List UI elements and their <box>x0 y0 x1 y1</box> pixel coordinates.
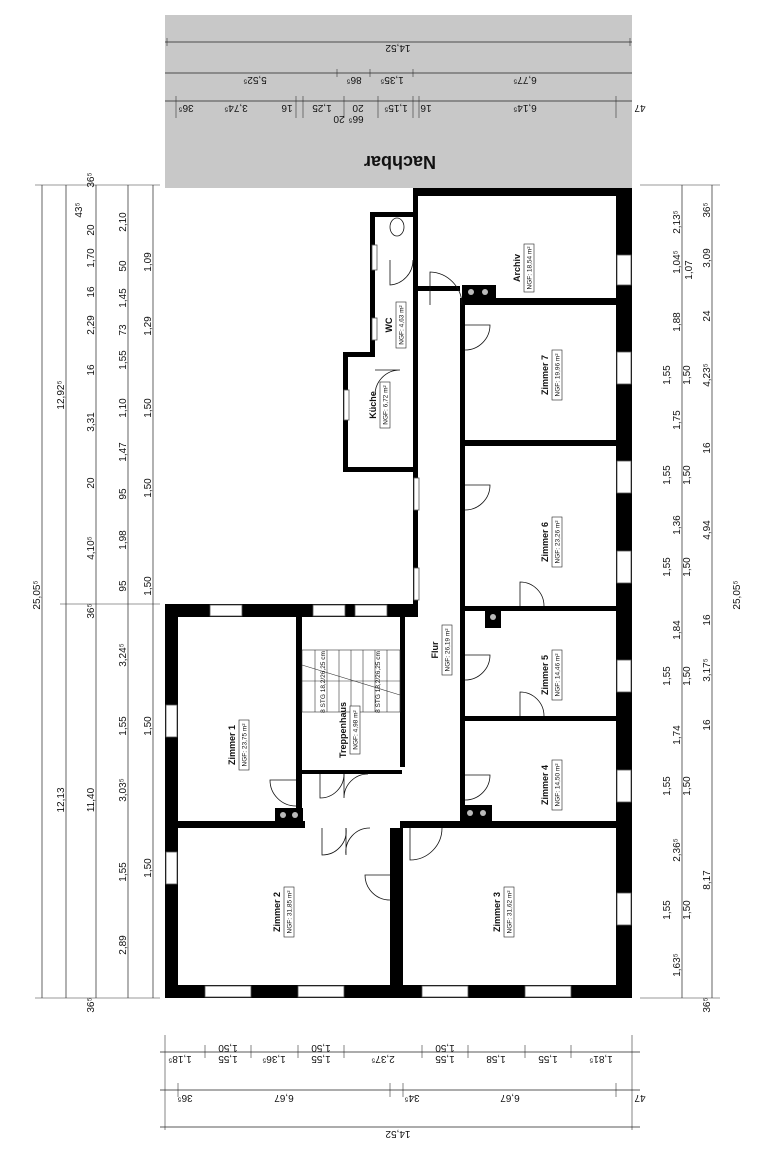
room-zimmer4-area: NGF: 14,50 m² <box>554 763 562 807</box>
room-treppe-name: Treppenhaus <box>338 701 348 759</box>
dim-left-col3-10: 3,03⁵ <box>118 778 129 802</box>
dim-left-col3-5: 20 <box>86 477 97 489</box>
room-zimmer6-name: Zimmer 6 <box>540 521 550 563</box>
dim-top-row3-10: 47 <box>634 102 646 113</box>
dim-bottom-row1-0: 1,18⁵ <box>168 1053 192 1064</box>
dim-top-row3-4: 20 <box>333 113 345 124</box>
room-zimmer6 <box>540 517 562 567</box>
dim-left-col3-6: 4,10⁵ <box>86 536 97 560</box>
dim-right-col2-1: 1,04⁵ <box>672 250 683 274</box>
neighbor-label: Nachbar <box>363 152 437 172</box>
dim-left-col3-1: 43⁵ <box>74 202 85 218</box>
dim-top-row2-0: 5,52⁵ <box>243 74 267 85</box>
room-archiv <box>512 244 534 292</box>
dim-right-col1-2: 24 <box>702 310 713 322</box>
room-treppe-area: NGF: 4,98 m² <box>352 710 360 750</box>
dim-top-row3-8: 16 <box>420 102 432 113</box>
dim-left-col5-6: 95 <box>118 488 129 500</box>
dim-right-col2-19: 1,55 <box>662 900 673 920</box>
stair-label-2-text: 8 STG 18,2/26,25 cm <box>375 651 382 713</box>
dim-left-col4-3: 2,29 <box>86 315 97 335</box>
dim-right-col1-9: 8,17 <box>702 870 713 890</box>
dim-top-row3-9: 6,14⁵ <box>513 102 537 113</box>
dim-right-outer: 25,05⁵ <box>732 580 743 610</box>
dim-top-row2-3: 6,77⁵ <box>513 74 537 85</box>
room-zimmer6-area: NGF: 23,26 m² <box>554 520 562 564</box>
dim-top-row3-3: 1,25 <box>312 102 332 113</box>
room-wc-area: NGF: 4,63 m² <box>398 305 406 345</box>
dim-left-col3-3: 16 <box>86 286 97 298</box>
dim-left-col5-3: 1,29 <box>143 316 154 336</box>
dim-left-outer: 25,05⁵ <box>32 580 43 610</box>
room-zimmer5-area: NGF: 14,46 m² <box>554 653 562 697</box>
dim-bottom-row1-6: 2,37⁵ <box>371 1053 395 1064</box>
room-zimmer1-name: Zimmer 1 <box>227 724 237 766</box>
room-zimmer3 <box>492 887 514 937</box>
stair-label-1 <box>320 651 327 713</box>
dim-right-col2-20: 1,50 <box>682 900 693 920</box>
dim-left-col4-9: 1,55 <box>118 716 129 736</box>
dim-left-col4-4: 1,55 <box>118 350 129 370</box>
dim-left-col4-7: 1,98 <box>118 530 129 550</box>
room-wc <box>384 302 406 348</box>
dim-right-col2-21: 1,63⁵ <box>672 953 683 977</box>
dim-top-row2-2: 1,35⁵ <box>380 74 404 85</box>
dim-left-col4-10: 1,55 <box>118 862 129 882</box>
dim-left-col5-9: 1,50 <box>143 716 154 736</box>
dim-bottom-row2-1: 6,67 <box>274 1092 294 1103</box>
dim-left-col3-8: 3,24⁵ <box>118 643 129 667</box>
dim-left-col3-11: 36⁵ <box>86 997 97 1013</box>
dim-top-row3-1: 3,74⁵ <box>224 102 248 113</box>
dim-right-col1-4: 16 <box>702 442 713 454</box>
dim-bottom-row1-2: 1,50 <box>218 1042 238 1053</box>
dim-bottom-row1-9: 1,58 <box>486 1053 506 1064</box>
dim-right-col2-18: 2,36⁵ <box>672 838 683 862</box>
dim-right-col1-5: 4,94 <box>702 520 713 540</box>
dim-right-col2-2: 1,07 <box>684 260 695 280</box>
dim-right-col2-8: 1,50 <box>682 465 693 485</box>
dims-left <box>32 172 160 1012</box>
dim-top-row3-5: 66⁵ <box>348 113 364 124</box>
dim-left-col5-10: 1,50 <box>143 858 154 878</box>
room-zimmer4-name: Zimmer 4 <box>540 764 550 806</box>
dim-bottom-row2-0: 36⁵ <box>177 1092 193 1103</box>
doors <box>270 218 544 900</box>
stair-label-1-text: 8 STG 18,2/26,25 cm <box>320 651 327 713</box>
dim-bottom-row1-7: 1,50 <box>435 1042 455 1053</box>
dim-left-col5-7: 1,50 <box>143 478 154 498</box>
dim-left-col5-5: 1,50 <box>143 398 154 418</box>
dim-bottom-total: 14,52 <box>385 1128 411 1139</box>
room-zimmer3-name: Zimmer 3 <box>492 891 502 933</box>
dims-bottom <box>160 1035 646 1139</box>
dim-right-col1-1: 3,09 <box>702 248 713 268</box>
room-kueche-name: Küche <box>368 391 378 419</box>
room-archiv-area: NGF: 18,54 m² <box>526 246 534 290</box>
dim-bottom-row1-11: 1,81⁵ <box>589 1053 613 1064</box>
dim-top-row3-7: 1,15⁵ <box>384 102 408 113</box>
room-zimmer4 <box>540 760 562 810</box>
dim-right-col1-7: 3,17⁵ <box>702 658 713 682</box>
dim-right-col2-14: 1,50 <box>682 666 693 686</box>
dim-left-col5-1: 1,09 <box>143 252 154 272</box>
dim-right-col2-9: 1,36 <box>672 515 683 535</box>
dim-right-col1-10: 36⁵ <box>702 997 713 1013</box>
room-zimmer3-area: NGF: 31,62 m² <box>506 890 514 934</box>
dim-right-col2-11: 1,50 <box>682 557 693 577</box>
room-kueche-area: NGF: 6,72 m² <box>382 385 390 425</box>
room-zimmer7-area: NGF: 19,96 m² <box>554 353 562 397</box>
dim-bottom-row2-2: 34⁵ <box>404 1092 420 1103</box>
dim-right-col1-6: 16 <box>702 614 713 626</box>
room-flur-name: Flur <box>430 641 440 659</box>
dim-right-col1-3: 4,23⁵ <box>702 363 713 387</box>
dim-top-total: 14,52 <box>385 42 411 53</box>
dim-right-col2-4: 1,55 <box>662 365 673 385</box>
dim-left-col3-4: 16 <box>86 364 97 376</box>
room-zimmer5 <box>540 650 562 700</box>
dim-top-row2-1: 86⁵ <box>346 74 362 85</box>
dim-left-col3-2: 20 <box>86 224 97 236</box>
room-zimmer2-area: NGF: 31,85 m² <box>286 890 294 934</box>
dim-right-col2-5: 1,50 <box>682 365 693 385</box>
dim-bottom-row1-10: 1,55 <box>538 1053 558 1064</box>
dim-left-col5-0: 50 <box>118 260 129 272</box>
dim-top-row3-2: 16 <box>281 102 293 113</box>
stairs <box>302 650 400 712</box>
dim-left-col5-8: 1,50 <box>143 576 154 596</box>
dim-right-col2-15: 1,74 <box>672 725 683 745</box>
dim-right-col2-6: 1,75 <box>672 410 683 430</box>
stair-label-2 <box>375 651 382 713</box>
room-wc-name: WC <box>384 317 394 333</box>
dim-bottom-row1-3: 1,36⁵ <box>262 1053 286 1064</box>
dim-top-row3-0: 36⁵ <box>178 102 194 113</box>
dim-left-col4-0: 2,10 <box>118 212 129 232</box>
dim-left-col5-4: 1,10 <box>118 398 129 418</box>
dim-right-col2-0: 2,13⁵ <box>672 210 683 234</box>
dim-right-col2-7: 1,55 <box>662 465 673 485</box>
room-flur-area: NGF: 26,19 m² <box>444 628 452 672</box>
room-zimmer5-name: Zimmer 5 <box>540 654 550 696</box>
dim-right-col2-3: 1,88 <box>672 312 683 332</box>
dim-top-row3-6: 20 <box>352 102 364 113</box>
room-zimmer1-area: NGF: 23,75 m² <box>241 723 249 767</box>
dim-left-col4-2: 1,45 <box>118 288 129 308</box>
dim-right-col2-17: 1,50 <box>682 776 693 796</box>
dim-left-mid-1: 12,13 <box>56 787 67 813</box>
dim-bottom-row1-4: 1,55 <box>311 1053 331 1064</box>
dim-bottom-row1-1: 1,55 <box>218 1053 238 1064</box>
dim-bottom-row2-4: 47 <box>634 1092 646 1103</box>
room-flur <box>430 625 452 675</box>
dim-left-col4-1: 1,70 <box>86 248 97 268</box>
dim-left-col4-11: 2,89 <box>118 935 129 955</box>
room-archiv-name: Archiv <box>512 253 522 283</box>
dim-bottom-row1-5: 1,50 <box>311 1042 331 1053</box>
room-treppe <box>338 702 360 758</box>
dim-bottom-row1-8: 1,55 <box>435 1053 455 1064</box>
room-zimmer7 <box>540 350 562 400</box>
room-zimmer1 <box>227 720 249 770</box>
dim-bottom-row2-3: 6,67 <box>500 1092 520 1103</box>
dim-left-col5-2: 73 <box>118 324 129 336</box>
room-kueche <box>368 382 390 428</box>
dim-left-col4-8: 95 <box>118 580 129 592</box>
dims-right <box>640 185 743 1013</box>
dim-right-col2-10: 1,55 <box>662 557 673 577</box>
dim-left-col4-6: 1,47 <box>118 442 129 462</box>
dim-left-col3-7: 36⁵ <box>86 603 97 619</box>
dim-right-col2-16: 1,55 <box>662 776 673 796</box>
room-zimmer2-name: Zimmer 2 <box>272 891 282 933</box>
dim-right-col2-12: 1,84 <box>672 620 683 640</box>
dim-left-col3-9: 11,40 <box>86 787 97 813</box>
dim-right-col1-0: 36⁵ <box>702 202 713 218</box>
dim-right-col2-13: 1,55 <box>662 666 673 686</box>
dim-right-col1-8: 16 <box>702 719 713 731</box>
room-zimmer7-name: Zimmer 7 <box>540 354 550 396</box>
room-zimmer2 <box>272 887 294 937</box>
dim-left-mid-0: 12,92⁵ <box>56 380 67 410</box>
dim-left-col4-5: 3,31 <box>86 412 97 432</box>
dim-left-col3-0: 36⁵ <box>86 172 97 188</box>
